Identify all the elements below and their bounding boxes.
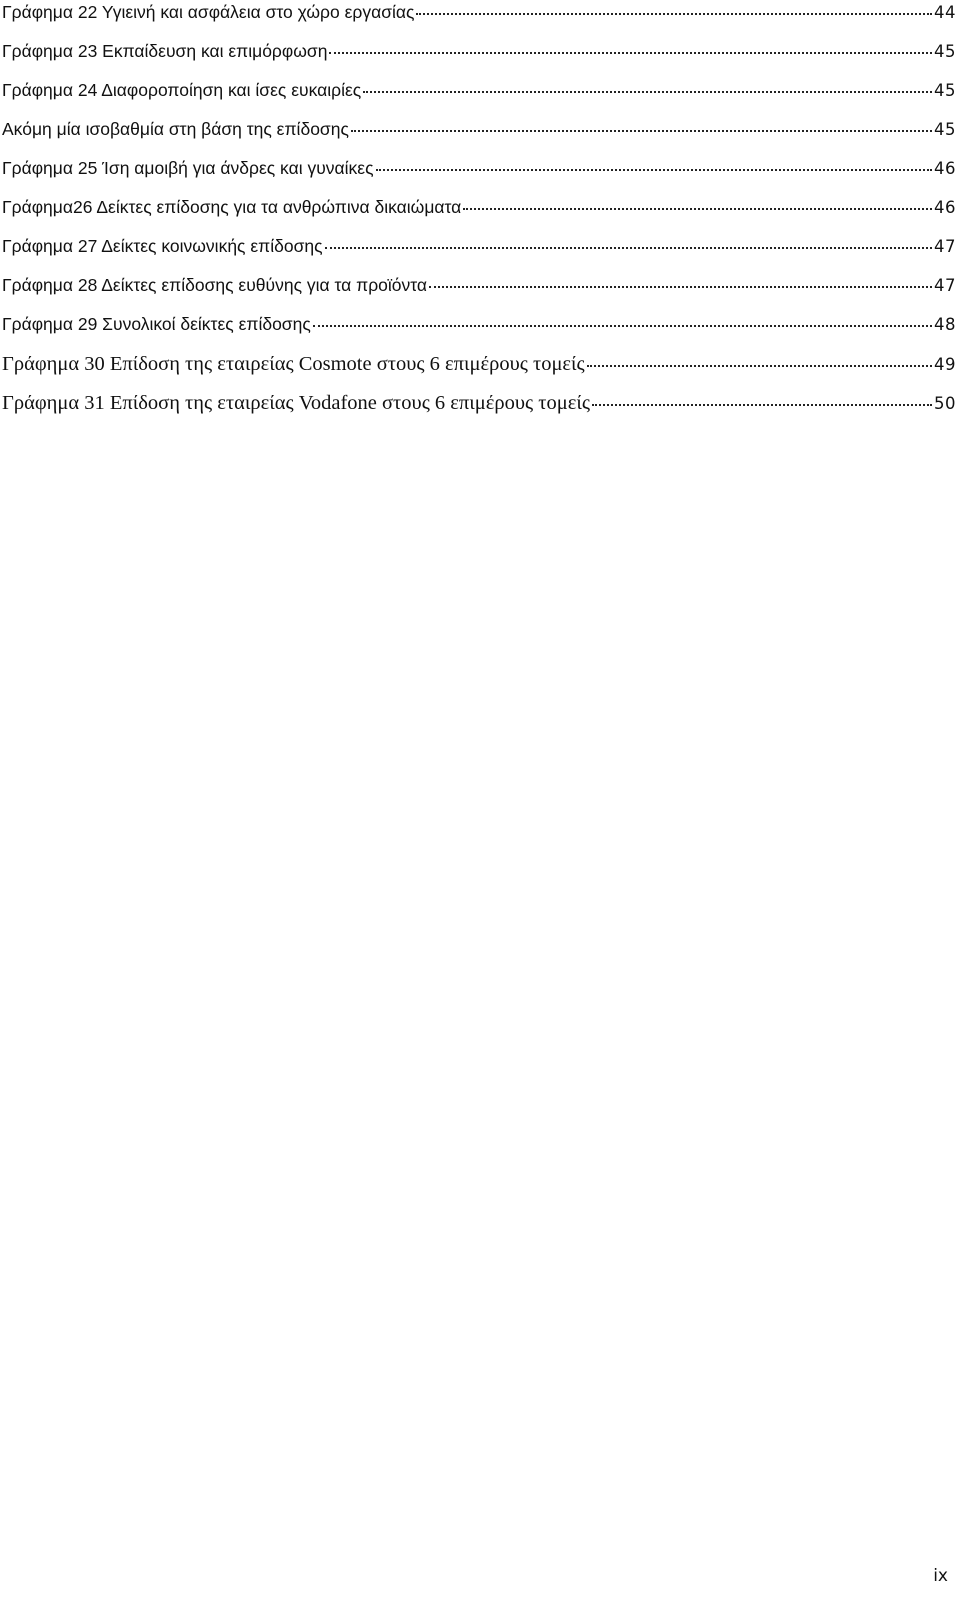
- toc-entry-title: Γράφημα 30 Επίδοση της εταιρείας Cosmote στους 6 επιμέρους τομείς: [2, 353, 585, 375]
- dot-leader: [376, 169, 932, 171]
- toc-entry-title: Γράφημα 23 Εκπαίδευση και επιμόρφωση: [2, 41, 328, 61]
- toc-entry-title: Γράφημα 27 Δείκτες κοινωνικής επίδοσης: [2, 236, 323, 256]
- toc-entry-page: 46: [934, 198, 956, 217]
- dot-leader: [363, 91, 932, 93]
- toc-entry-title: Γράφημα 29 Συνολικοί δείκτες επίδοσης: [2, 314, 311, 334]
- dot-leader: [592, 404, 932, 406]
- toc-entry-page: 46: [934, 159, 956, 178]
- toc-entry-figure-30[interactable]: [2, 353, 956, 392]
- toc-entry-page: 45: [934, 81, 956, 100]
- toc-entry-page: 49: [934, 355, 956, 374]
- dot-leader: [587, 365, 932, 367]
- toc-entry-figure-28[interactable]: [2, 275, 956, 314]
- dot-leader: [429, 286, 932, 288]
- toc-entry-title: Γράφημα 24 Διαφοροποίηση και ίσες ευκαιρίες: [2, 80, 362, 100]
- dot-leader: [351, 130, 932, 132]
- toc-entry-figure-26[interactable]: [2, 197, 956, 236]
- toc-entry-figure-29[interactable]: [2, 314, 956, 353]
- toc-entry-figure-25[interactable]: [2, 158, 956, 197]
- toc-entry-title: Γράφημα 25 Ίση αμοιβή για άνδρες και γυναίκες: [2, 158, 374, 178]
- toc-entry-page: 47: [934, 237, 956, 256]
- dot-leader: [416, 13, 932, 15]
- dot-leader: [325, 247, 932, 249]
- toc-entry-page: 48: [934, 315, 956, 334]
- toc-entry-title: Γράφημα 22 Υγιεινή και ασφάλεια στο χώρο εργασίας: [2, 2, 415, 22]
- toc-entry-figure-22[interactable]: [2, 2, 956, 41]
- toc-entry-figure-31[interactable]: [2, 392, 956, 431]
- dot-leader: [313, 325, 932, 327]
- toc-entry-title: Γράφημα 31 Επίδοση της εταιρείας Vodafone στους 6 επιμέρους τομείς: [2, 392, 590, 414]
- toc-entry-page: 44: [934, 3, 956, 22]
- toc-entry-page: 45: [934, 42, 956, 61]
- toc-entry-page: 45: [934, 120, 956, 139]
- toc-entry-title: Γράφημα26 Δείκτες επίδοσης για τα ανθρώπινα δικαιώματα: [2, 197, 462, 217]
- toc-entry-title: Ακόμη μία ισοβαθμία στη βάση της επίδοσης: [2, 119, 349, 139]
- table-of-figures: [2, 2, 956, 431]
- toc-entry-page: 47: [934, 276, 956, 295]
- dot-leader: [463, 208, 932, 210]
- toc-entry-figure-23[interactable]: [2, 41, 956, 80]
- page-number: ix: [933, 1566, 948, 1586]
- toc-entry-title: Γράφημα 28 Δείκτες επίδοσης ευθύνης για τα προϊόντα: [2, 275, 428, 295]
- toc-entry-page: 50: [934, 394, 956, 413]
- toc-entry-tie-by-performance[interactable]: [2, 119, 956, 158]
- toc-entry-figure-24[interactable]: [2, 80, 956, 119]
- dot-leader: [329, 52, 932, 54]
- toc-entry-figure-27[interactable]: [2, 236, 956, 275]
